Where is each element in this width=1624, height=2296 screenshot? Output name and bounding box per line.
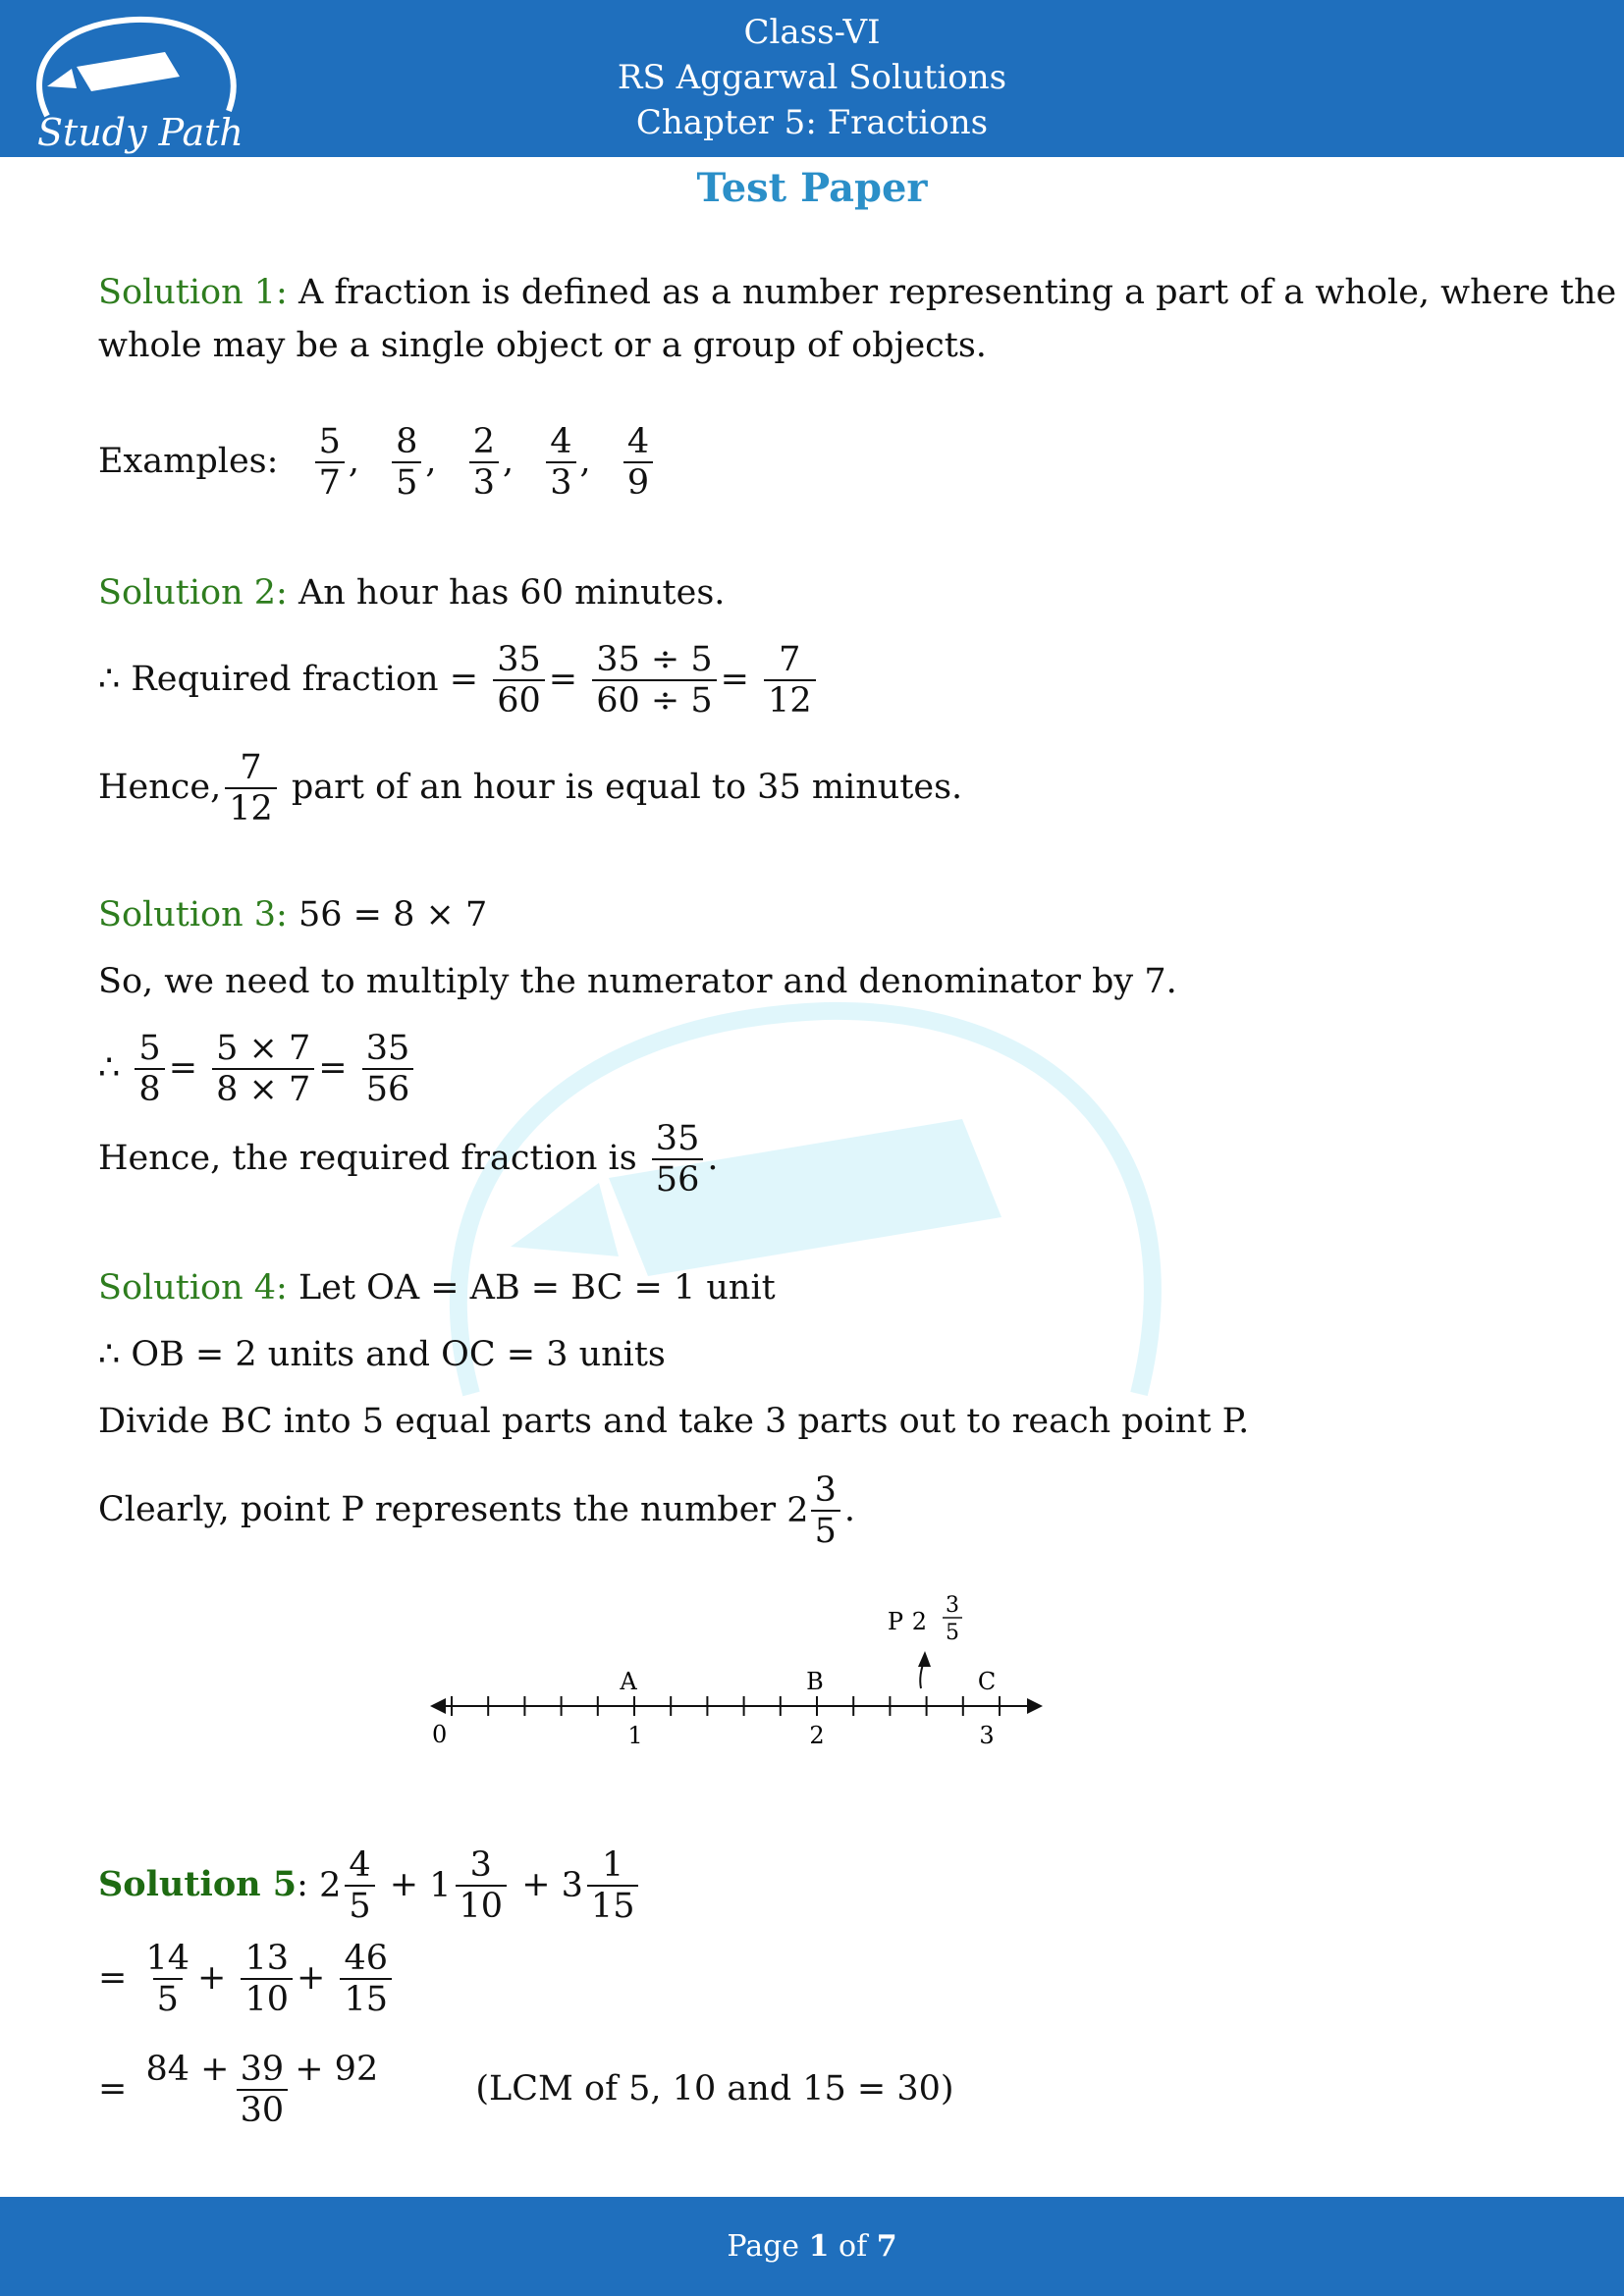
solution-4-heading: Solution 4: bbox=[98, 1268, 288, 1308]
solution-5-line-2: = $\frac{14}{5}$ + $\frac{13}{10}$ + $\frac{46}{15}$ bbox=[98, 1939, 396, 2020]
point-c-label: C bbox=[977, 1668, 997, 1695]
fraction: $\frac{5 \times 7}{8 \times 7}$ bbox=[212, 1029, 314, 1110]
examples-label: Examples: bbox=[98, 441, 279, 481]
chapter-label: Chapter 5: Fractions bbox=[635, 103, 989, 142]
fraction: $\frac{35}{60}$ bbox=[493, 640, 545, 721]
example-fraction: $\frac{4}{3}$ bbox=[546, 422, 575, 504]
p-denominator: 5 bbox=[946, 1621, 959, 1645]
fraction: $\frac{35}{56}$ bbox=[652, 1119, 704, 1201]
solution-1-line-2: whole may be a single object or a group of objects. bbox=[98, 326, 987, 365]
solution-4-line-4: Clearly, point P represents the number 2 $\frac{3}{5}$ . bbox=[98, 1470, 855, 1552]
solution-3-line-1 bbox=[98, 895, 487, 934]
p-label: P bbox=[887, 1608, 903, 1635]
therefore-symbol: ∴ bbox=[98, 1047, 121, 1088]
fraction: $\frac{13}{10}$ bbox=[241, 1939, 293, 2020]
study-path-logo bbox=[18, 8, 244, 155]
solution-1-heading: Solution 1: bbox=[98, 273, 288, 312]
page-title: Test Paper bbox=[696, 165, 928, 211]
example-fraction: $\frac{5}{7}$ bbox=[315, 422, 345, 504]
solution-1-text: A fraction is defined as a number representing a part of a whole, where the bbox=[298, 273, 1617, 312]
solution-2-line-1 bbox=[98, 573, 725, 613]
mixed-number: 2 $\frac{4}{5}$ bbox=[319, 1845, 379, 1927]
tick-label-2: 2 bbox=[809, 1722, 825, 1749]
solution-5-heading: Solution 5 bbox=[98, 1863, 298, 1904]
origin-label: 0 bbox=[432, 1721, 448, 1748]
mixed-number: 1 $\frac{3}{10}$ bbox=[429, 1845, 511, 1927]
solution-4-line-1 bbox=[98, 1268, 776, 1308]
solution-5-line-1: Solution 5: 2 $\frac{4}{5}$ + 1 $\frac{3}{10}$ + 3 $\frac{1}{15}$ bbox=[98, 1845, 642, 1927]
solution-3-hence: Hence, the required fraction is $\frac{35}{56}$ . bbox=[98, 1119, 719, 1201]
hence-prefix: Hence, bbox=[98, 767, 222, 807]
page-of: of bbox=[839, 2229, 868, 2264]
fraction: $\frac{7}{12}$ bbox=[225, 748, 277, 829]
point-a-label: A bbox=[620, 1668, 637, 1695]
lcm-note: (LCM of 5, 10 and 15 = 30) bbox=[475, 2068, 954, 2109]
right-arrow-icon bbox=[1027, 1698, 1043, 1714]
fraction: $\frac{35}{56}$ bbox=[362, 1029, 414, 1110]
tick-label-3: 3 bbox=[979, 1722, 995, 1749]
page-total: 7 bbox=[876, 2229, 897, 2264]
hence-text: part of an hour is equal to 35 minutes. bbox=[291, 767, 963, 807]
p-numerator: 3 bbox=[946, 1593, 959, 1618]
point-b-label: B bbox=[806, 1668, 824, 1695]
line-4-text: Clearly, point P represents the number bbox=[98, 1489, 777, 1529]
mixed-number: 2 $\frac{3}{5}$ bbox=[786, 1470, 844, 1552]
class-label: Class-VI bbox=[743, 13, 881, 52]
solution-3-eq: 56 = 8 × 7 bbox=[298, 895, 488, 934]
p-arrow-icon bbox=[918, 1651, 931, 1667]
page-prefix: Page bbox=[727, 2229, 800, 2264]
solution-3-equation: ∴ $\frac{5}{8}$ = $\frac{5 \times 7}{8 \times 7}$ = $\frac{35}{56}$ bbox=[98, 1029, 417, 1110]
page-header bbox=[0, 0, 1624, 157]
page-footer bbox=[0, 2197, 1624, 2296]
solution-1-examples: Examples: $\frac{5}{7}$ , $\frac{8}{5}$ , $\frac{2}{3}$ , $\frac{4}{3}$ , $\frac{4}{9}$ bbox=[98, 422, 657, 504]
fraction: $\frac{7}{12}$ bbox=[764, 640, 816, 721]
solution-2-heading: Solution 2: bbox=[98, 573, 288, 613]
hence-text: Hence, the required fraction is bbox=[98, 1138, 637, 1178]
fraction: $\frac{14}{5}$ bbox=[145, 1939, 189, 2020]
fraction: $\frac{84 + 39 + 92}{30}$ bbox=[145, 2050, 379, 2131]
mixed-number: 3 $\frac{1}{15}$ bbox=[562, 1845, 643, 1927]
book-label: RS Aggarwal Solutions bbox=[617, 58, 1007, 97]
solution-4-line-2: ∴ OB = 2 units and OC = 3 units bbox=[98, 1335, 666, 1374]
equation-prefix: ∴ Required fraction = bbox=[98, 659, 479, 699]
fraction: $\frac{5}{8}$ bbox=[135, 1029, 164, 1110]
fraction: $\frac{46}{15}$ bbox=[340, 1939, 392, 2020]
logo-text: Study Path bbox=[37, 111, 244, 154]
left-arrow-icon bbox=[430, 1698, 446, 1714]
example-fraction: $\frac{4}{9}$ bbox=[623, 422, 653, 504]
solution-2-hence bbox=[98, 748, 962, 829]
solution-4-text: Let OA = AB = BC = 1 unit bbox=[298, 1268, 776, 1308]
example-fraction: $\frac{2}{3}$ bbox=[469, 422, 499, 504]
solution-2-equation: ∴ Required fraction = $\frac{35}{60}$ = $\frac{35 \div 5}{60 \div 5}$ = $\frac{7}{12}$ bbox=[98, 640, 820, 721]
solution-5-line-3: = $\frac{84 + 39 + 92}{30}$ (LCM of 5, 10 and 15 = 30) bbox=[98, 2050, 954, 2131]
example-fraction: $\frac{8}{5}$ bbox=[392, 422, 421, 504]
solution-1-line-1 bbox=[98, 273, 1616, 312]
number-line-figure bbox=[422, 1580, 1051, 1757]
tick-label-1: 1 bbox=[627, 1722, 643, 1749]
page-number: 1 bbox=[808, 2229, 830, 2264]
solution-4-line-3: Divide BC into 5 equal parts and take 3 parts out to reach point P. bbox=[98, 1402, 1250, 1441]
p-whole: 2 bbox=[911, 1608, 927, 1635]
solution-2-text: An hour has 60 minutes. bbox=[298, 573, 726, 613]
fraction: $\frac{35 \div 5}{60 \div 5}$ bbox=[592, 640, 716, 721]
solution-3-heading: Solution 3: bbox=[98, 895, 288, 934]
solution-3-text: So, we need to multiply the numerator and denominator by 7. bbox=[98, 962, 1177, 1001]
